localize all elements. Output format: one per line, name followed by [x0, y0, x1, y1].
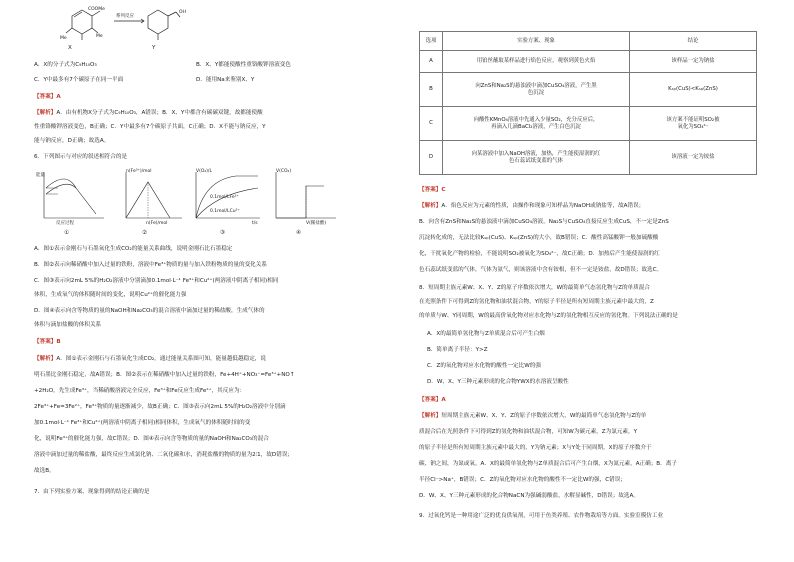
q8-stem-line: 在光照条件下可得到Z的氢化物和油状混合物，Y的原子半径是所有短周期主族元素中最大的，Z [419, 299, 654, 305]
table-header: 结论 [630, 32, 757, 51]
curve-label-fe: 0.1mol/LFe³⁺ [210, 195, 239, 200]
right-page [397, 0, 794, 562]
table-header-row [420, 32, 757, 51]
table-cell-conclusion: 该方案不能证明SO₂被 氧化为SO₄²⁻ [630, 107, 757, 141]
chart1-xlabel: 反应过程 [56, 221, 74, 226]
label-x: X [68, 45, 72, 51]
q7-answer: 【答案】C [419, 187, 446, 193]
q6-explanation-line: +2H₂O，先生成Fe³⁺，当稀硝酸溶液完全反应，Fe³⁺和Fe反应生成Fe²⁺，其反应为： [34, 388, 246, 394]
arrow-label: 系列反应 [116, 14, 134, 19]
table-cell-option: A [420, 51, 443, 73]
q7-explanation-line: 沉淀转化成的，无法比较Kₛₚ(CuS)、Kₛₚ(ZnS)的大小，故B错误；C．酸性高锰酸钾一般加硫酸酸 [419, 235, 659, 241]
chart-label-3: ③ [220, 230, 226, 236]
q6-explanation-line: 2Fe³⁺+Fe=3Fe²⁺，Fe³⁺物质的量逐渐减少，故B正确；C．图③表示向2mL 5%的H₂O₂溶液中分别滴 [34, 404, 286, 410]
q6-option-d-cont: 体积与滴加盐酸的体积关系 [34, 322, 102, 328]
table-cell-scheme: 向酸性KMnO₄溶液中先通入少量SO₂，充分反应后， 再滴入几滴BaCl₂溶液，产生白色沉淀 [443, 107, 630, 141]
q6-option-b: B．图②表示向稀硝酸中加入过量的铁粉，溶液中Fe³⁺物质的量与加入铁粉物质的量的变化关系 [34, 262, 267, 268]
q5-option-c: C．Y中最多有7个碳原子在同一平面 [34, 77, 124, 83]
q6-explanation-line: 故选B。 [34, 468, 55, 474]
q5-answer: 【答案】A [34, 94, 61, 100]
table-cell-option: B [420, 73, 443, 107]
chart-label-4: ④ [296, 230, 302, 236]
q8-explanation-line: D．W、X、Y三种元素形成的化合物NaCN为强碱弱酸盐，水解显碱性，D错误；故选A。 [419, 493, 639, 499]
q8-answer: 【答案】A [419, 397, 446, 403]
q5-explanation-line: 能与钠反应，D正确；故选A。 [34, 138, 110, 144]
table-cell-scheme: 向某溶液中加入NaOH溶液，加热，产生能使湿润的红 色石蕊试纸变蓝的气体 [443, 141, 630, 175]
q8-option-c: C．Z的氧化物对应水化物的酸性一定比W的强 [427, 363, 541, 369]
table-row [420, 141, 757, 175]
q5-option-d: D．能用Na来鉴别X、Y [196, 77, 255, 83]
table-cell-conclusion: Kₛₚ(CuS)<Kₛₚ(ZnS) [630, 73, 757, 107]
q8-explanation-line: 的原子半径是所有短周期主族元素中最大的，Y为钠元素；X与Y处于同周期，X的原子序数介于 [419, 445, 652, 451]
table-row [420, 51, 757, 73]
chart4-ylabel: V(CO₂) [276, 169, 292, 174]
table-cell-scheme: 向ZnS和Na₂S的悬浊液中滴加CuSO₄溶液，产生黑 色沉淀 [443, 73, 630, 107]
q6-option-c-cont: 体积，生成氧气的体积随时间的变化，说明Cu²⁺的催化能力强 [34, 292, 187, 298]
table-cell-conclusion: 该样品一定为钠盐 [630, 51, 757, 73]
q7-stem: 7．由下列实验方案、现象得到的结论正确的是 [34, 489, 150, 495]
table-cell-option: C [420, 107, 443, 141]
reagent-label: COOMe [88, 7, 105, 12]
q8-stem: 8．短周期主族元素W、X、Y、Z的原子序数依次增大，W的最简单气态氢化物与Z的单质混合 [419, 285, 650, 291]
q6-explanation-line: 加0.1mol·L⁻¹ Fe³⁺和Cu²⁺(两溶液中阴离子相同)相同体积，生成氧气的体积随时间的变 [34, 420, 251, 426]
q5-option-a: A．X的分子式为C₉H₁₀O₃ [34, 62, 97, 68]
chart3-ylabel: V(O₂)/L [196, 169, 212, 174]
q6-answer: 【答案】B [34, 339, 61, 345]
methyl-label: Me [60, 36, 67, 41]
q7-explanation-line: 色石蕊试纸变蓝的气体，气体为氨气，则该溶液中含有铵根，但不一定是铵盐，故D错误；故选C。 [419, 267, 663, 273]
q6-option-a: A．图①表示金刚石与石墨氧化生成CO₂的能量关系曲线，说明金刚石比石墨稳定 [34, 246, 233, 252]
q8-option-b: B．简单离子半径：Y>Z [427, 347, 488, 353]
q8-explanation: 【解析】短周期主族元素W、X、Y、Z的原子序数依次增大，W的最简单气态氢化物与Z的单 [419, 413, 647, 419]
chart2-xlabel: n(Fe)/mol [146, 221, 168, 226]
chart-2 [112, 168, 184, 226]
q6-explanation: 【解析】A．图①表示金刚石与石墨氧化生成CO₂，通过能量关系图可知，能量越低越稳定，说 [34, 356, 266, 362]
table-cell-option: D [420, 141, 443, 175]
q8-option-d: D．W、X、Y三种元素形成的化合物YWX的水溶液呈酸性 [427, 379, 569, 385]
table-row [420, 73, 757, 107]
q6-stem: 6．下列图示与对应的叙述相符合的是 [34, 154, 128, 160]
experiment-table [419, 31, 757, 175]
q5-explanation-line: 性重铬酸钾溶液变色，B正确；C．Y中最多有7个碳原子共面，C正确；D．X不能与钠反应，Y [34, 124, 266, 130]
table-row [420, 107, 757, 141]
compound-y-structure [140, 4, 190, 44]
q7-explanation: 【解析】A．焰色反应为元素的性质，由操作和现象可知样品为NaOH或钠盐等，故A错误； [419, 203, 645, 209]
q8-explanation-line: 半径Cl⁻>Na⁺，B错误；C．Z的氧化物对应水化物的酸性不一定比W的强，C错误； [419, 477, 626, 483]
q8-explanation-line: 质混合后在光照条件下可得到Z的氢化物和油状混合物，可知W为碳元素，Z为氯元素，Y [419, 429, 637, 435]
q7-explanation-line: 化，干扰氧化产物的检验，不能说明SO₂被氧化为SO₄²⁻，故C正确；D．加热后产生能使湿润的红 [419, 251, 660, 257]
table-cell-conclusion: 该溶液一定为铵盐 [630, 141, 757, 175]
q8-option-a: A．X的最简单氢化物与Z单质混合后可产生白烟 [427, 331, 545, 337]
q6-option-d: D．图④表示向含等物质的量的NaOH和Na₂CO₃的混合溶液中滴加过量的稀盐酸，生成气体的 [34, 308, 265, 314]
q5-explanation: 【解析】A．由有机物X分子式为C₉H₁₀O₃，A错误；B．X、Y中都含有碳碳双键，故都能使酸 [34, 110, 263, 116]
q5-option-b: B．X、Y都能使酸性重铬酸钾溶液变色 [196, 62, 291, 68]
co2-curve [276, 186, 324, 218]
chart3-xlabel: t/s [252, 221, 258, 226]
chart1-ylabel: 能量 [36, 173, 45, 178]
table-header: 实验方案、现象 [443, 32, 630, 51]
chart-3 [186, 168, 262, 226]
q8-stem-line: 的单质与W、Y同周期，W的最高价氧化物对应水化物与Z的氢化物相互反应的氢化物。下列说法正确的是 [419, 313, 678, 319]
curve-label-cu: 0.1mol/LCu²⁺ [210, 209, 240, 214]
chart-label-1: ① [64, 230, 70, 236]
chart-label-2: ② [142, 230, 148, 236]
energy-curve [46, 179, 96, 214]
methyl-label: Me [96, 34, 103, 39]
q7-explanation-line: B．向含有ZnS和Na₂S的悬浊液中滴加CuSO₄溶液，Na₂S与CuSO₄直接反应生成CuS，不一定是ZnS [419, 219, 669, 225]
q8-explanation-line: 碳、钠之间，为氮或氧。A．X的最简单氢化物与Z单质混合后可产生白烟，X为氮元素，A正确；B．离子 [419, 461, 677, 467]
label-y: Y [152, 45, 156, 51]
compound-x-structure [60, 4, 120, 44]
chart2-ylabel: n(Fe³⁺)/mol [126, 169, 152, 174]
chart-1 [36, 168, 108, 226]
chart-4 [266, 168, 338, 226]
table-cell-scheme: 用铂丝蘸取某样品进行焰色反应，观察到黄色火焰 [443, 51, 630, 73]
q6-explanation-line: 明石墨比金刚石稳定，故A错误；B．图②表示在稀硝酸中加入过量的铁粉，Fe+4H⁺+NO₃⁻=Fe³⁺+NO↑ [34, 372, 295, 378]
table-header: 选项 [420, 32, 443, 51]
q6-explanation-line: 化，说明Fe³⁺的催化能力强，故C错误；D．图④表示向含等物质的量的NaOH和Na₂CO₃的混合 [34, 436, 269, 442]
chart4-xlabel: V(稀盐酸) [306, 221, 327, 226]
q6-option-c: C．图③表示向2mL 5%的H₂O₂溶液中分别滴加0.1mol·L⁻¹ Fe³⁺和Cu²⁺(两溶液中阴离子相同)相同 [34, 278, 279, 284]
svg-text:OH: OH [179, 10, 186, 15]
q6-explanation-line: 溶液中滴加过量的稀盐酸，最终反应生成氯化钠、二氧化碳和水，消耗盐酸的物质的量为2∶1，故D错误； [34, 452, 294, 458]
q9-stem: 9．过氧化钙是一种用途广泛的优良供氧剂，可用于鱼类养殖、农作物栽培等方面。实验室模仿工业 [419, 513, 664, 519]
